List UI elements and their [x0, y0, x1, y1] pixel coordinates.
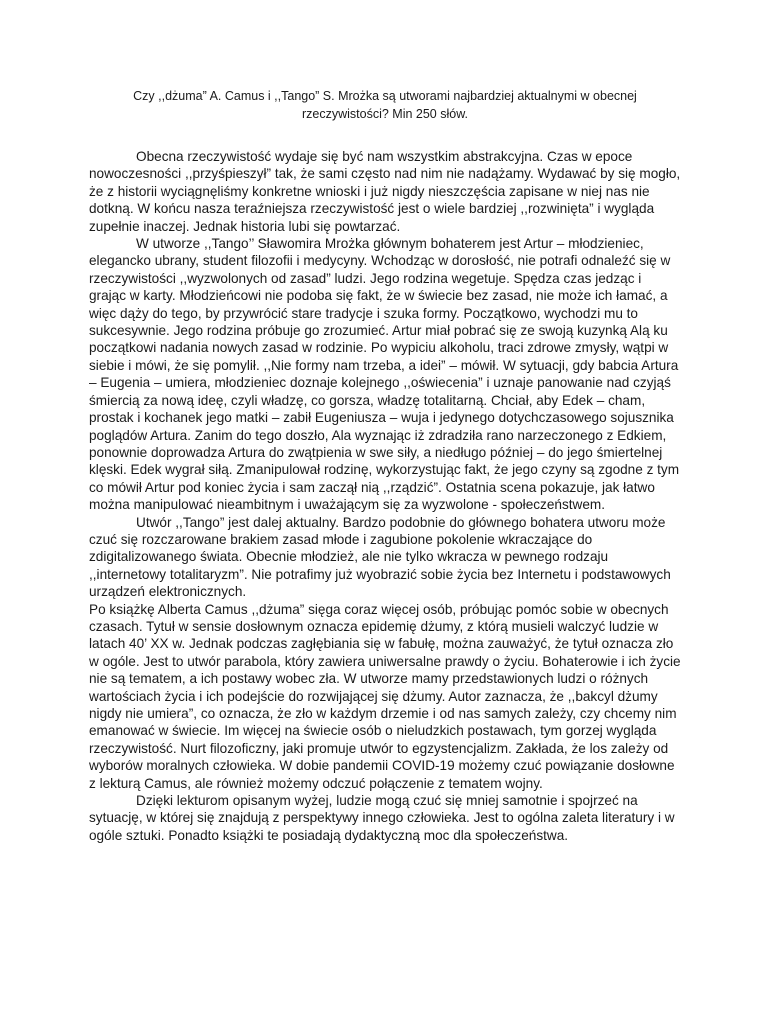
paragraph-tango-summary: W utworze ,,Tango’’ Sławomira Mrożka głównym bohaterem jest Artur – młodzieniec, elegancko ubrany, student filozofii i medycyny. Wchodząc w dorosłość, nie potrafi odnaleźć się w rzeczywistości ,,wyzwolonych od zasad” ludzi. Jego rodzina wegetuje. Spędza czas jedząc i grając w karty. Młodzieńcowi nie podoba się fakt, że w świecie bez zasad, nie może ich łamać, a więc dąży do tego, by przywrócić stare tradycje i szuka formy. Początkowo, wychodzi mu to sukcesywnie. Jego rodzina próbuje go zrozumieć. Artur miał pobrać się ze swoją kuzynką Alą ku początkowi nadania nowych zasad w rodzinie. Po wypiciu alkoholu, traci zdrowe zmysły, wątpi w siebie i mówi, że się pomylił. ,,Nie formy nam trzeba, a idei” – mówił. W sytuacji, gdy babcia Artura – Eugenia – umiera, młodzieniec doznaje kolejnego ,,oświecenia” i uznaje panowanie nad czyjąś śmiercią za nową ideę, czyli władzę, co gorsza, władzę totalitarną. Chciał, aby Edek – cham, prostak i kochanek jego matki – zabił Eugeniusza – wuja i jedynego dotychczasowego sojusznika poglądów Artura. Zanim do tego doszło, Ala wyznając iż zdradziła rano narzeczonego z Edkiem, ponownie doprowadza Artura do zwątpienia w swe siły, a niedługo później – do jego śmiertelnej klęski. Edek wygrał siłą. Zmanipulował rodzinę, wykorzystując fakt, że jego czyny są zgodne z tym co mówił Artur pod koniec życia i sam zaczął nią ,,rządzić”. Ostatnia scena pokazuje, jak łatwo można manipulować nieambitnym i uważającym się za wyzwolone - społeczeństwem.	[89, 236, 680, 513]
paragraph-dzuma: Po książkę Alberta Camus ,,dżuma” sięga coraz więcej osób, próbując pomóc sobie w obecnych czasach. Tytuł w sensie dosłownym oznacza epidemię dżumy, z którą musieli walczyć ludzie w latach 40’ XX w. Jednak podczas zagłębiania się w fabułę, można zauważyć, że tytuł oznacza zło w ogóle. Jest to utwór parabola, który zawiera uniwersalne prawdy o życiu. Bohaterowie i ich życie nie są tematem, a ich postawy wobec zła. W utworze mamy przedstawionych ludzi o różnych wartościach życia i ich podejście do rozwijającej się dżumy. Autor zaznacza, że ,,bakcyl dżumy nigdy nie umiera”, co oznacza, że zło w każdym drzemie i od nas samych zależy, czy chcemy nim emanować w świecie. Im więcej na świecie osób o nieludzkich postawach, tym gorzej wygląda rzeczywistość. Nurt filozoficzny, jaki promuje utwór to egzystencjalizm. Zakłada, że los zależy od wyborów moralnych człowieka. W dobie pandemii COVID-19 możemy czuć powiązanie dosłowne z lekturą Camus, ale również możemy odczuć połączenie z tematem wojny.	[89, 601, 681, 791]
paragraph-introduction: Obecna rzeczywistość wydaje się być nam wszystkim abstrakcyjna. Czas w epoce nowoczesności ,,przyśpieszył” tak, że sami często nad nim nie nadążamy. Wydawać by się mogło, że z historii wyciągnęliśmy konkretne wnioski i już nigdy nieszczęścia zapisane w niej nas nie dotkną. W końcu nasza teraźniejsza rzeczywistość jest o wiele bardziej ,,rozwinięta” i wygląda zupełnie inaczej. Jednak historia lubi się powtarzać.	[89, 149, 681, 234]
essay-title: Czy ,,dżuma” A. Camus i ,,Tango” S. Mrożka są utworami najbardziej aktualnymi w obecnej rzeczywistości? Min 250 słów.	[133, 89, 637, 121]
paragraph-conclusion: Dzięki lekturom opisanym wyżej, ludzie mogą czuć się mniej samotnie i spojrzeć na sytuację, w której się znajdują z perspektywy innego człowieka. Jest to ogólna zaleta literatury i w ogóle sztuki. Ponadto książki te posiadają dydaktyczną moc dla społeczeństwa.	[89, 793, 675, 843]
essay-body	[89, 148, 681, 844]
paragraph-tango-relevance: Utwór ,,Tango” jest dalej aktualny. Bardzo podobnie do głównego bohatera utworu może czuć się rozczarowane brakiem zasad młode i zagubione pokolenie wkraczające do zdigitalizowanego świata. Obecnie młodzież, ale nie tylko wkracza w pewnego rodzaju ,,internetowy totalitaryzm”. Nie potrafimy już wyobrazić sobie życia bez Internetu i podstawowych urządzeń elektronicznych.	[89, 514, 671, 600]
